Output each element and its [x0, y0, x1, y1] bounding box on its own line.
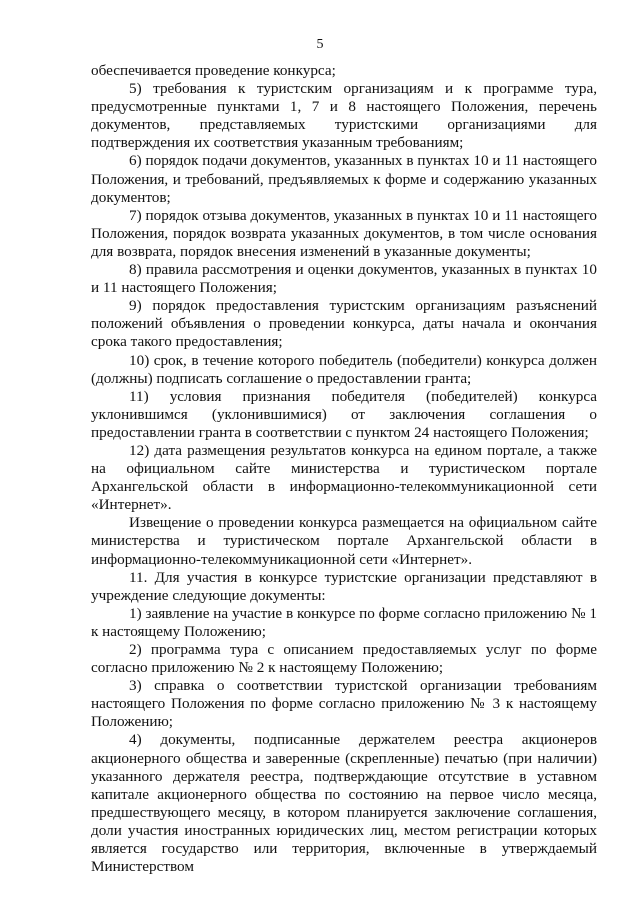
page-number: 5: [316, 37, 324, 52]
paragraph: 6) порядок подачи документов, указанных в пунктах 10 и 11 настоящего Положения, и требований, предъявляемых к форме и содержанию указанных документов;: [91, 152, 597, 206]
paragraph: 1) заявление на участие в конкурсе по форме согласно приложению № 1 к настоящему Положению;: [91, 604, 597, 640]
paragraph: 11. Для участия в конкурсе туристские организации представляют в учреждение следующие документы:: [91, 568, 597, 604]
paragraph: 3) справка о соответствии туристской организации требованиям настоящего Положения по форме согласно приложению № 3 к настоящему Положению;: [91, 677, 597, 731]
paragraph: 10) срок, в течение которого победитель (победители) конкурса должен (должны) подписать соглашение о предоставлении гранта;: [91, 351, 597, 387]
document-body: [91, 62, 597, 876]
paragraph: 8) правила рассмотрения и оценки документов, указанных в пунктах 10 и 11 настоящего Положения;: [91, 261, 597, 297]
paragraph: 12) дата размещения результатов конкурса на едином портале, а также на официальном сайте министерства и туристическом портале Архангельской области в информационно-телекоммуникационной сети «Интернет».: [91, 441, 597, 514]
paragraph: 9) порядок предоставления туристским организациям разъяснений положений объявления о проведении конкурса, даты начала и окончания срока такого предоставления;: [91, 297, 597, 351]
paragraph: обеспечивается проведение конкурса;: [91, 62, 336, 79]
paragraph: 2) программа тура с описанием предоставляемых услуг по форме согласно приложению № 2 к настоящему Положению;: [91, 641, 597, 677]
paragraph: 5) требования к туристским организациям и к программе тура, предусмотренные пунктами 1, 7 и 8 настоящего Положения, перечень документов, представляемых туристскими организациями для подтверждения их соответствия указанным требованиям;: [91, 80, 597, 152]
paragraph: 7) порядок отзыва документов, указанных в пунктах 10 и 11 настоящего Положения, порядок возврата указанных документов, в том числе основания для возврата, порядок внесения изменений в указанные документы;: [91, 206, 597, 260]
paragraph: 4) документы, подписанные держателем реестра акционеров акционерного общества и заверенные (скрепленные) печатью (при наличии) указанного держателя реестра, подтверждающие отсутствие в уставном капитале акционерного общества по состоянию на первое число месяца, предшествующего месяцу, в котором планируется заключение соглашения, доли участия иностранных юридических лиц, местом регистрации которых является государство или территория, включенные в утверждаемый Министерством: [91, 731, 597, 876]
paragraph: Извещение о проведении конкурса размещается на официальном сайте министерства и туристическом портале Архангельской области в информационно-телекоммуникационной сети «Интернет».: [91, 514, 597, 568]
paragraph: 11) условия признания победителя (победителей) конкурса уклонившимся (уклонившимися) от заключения соглашения о предоставлении гранта в соответствии с пунктом 24 настоящего Положения;: [91, 387, 597, 441]
